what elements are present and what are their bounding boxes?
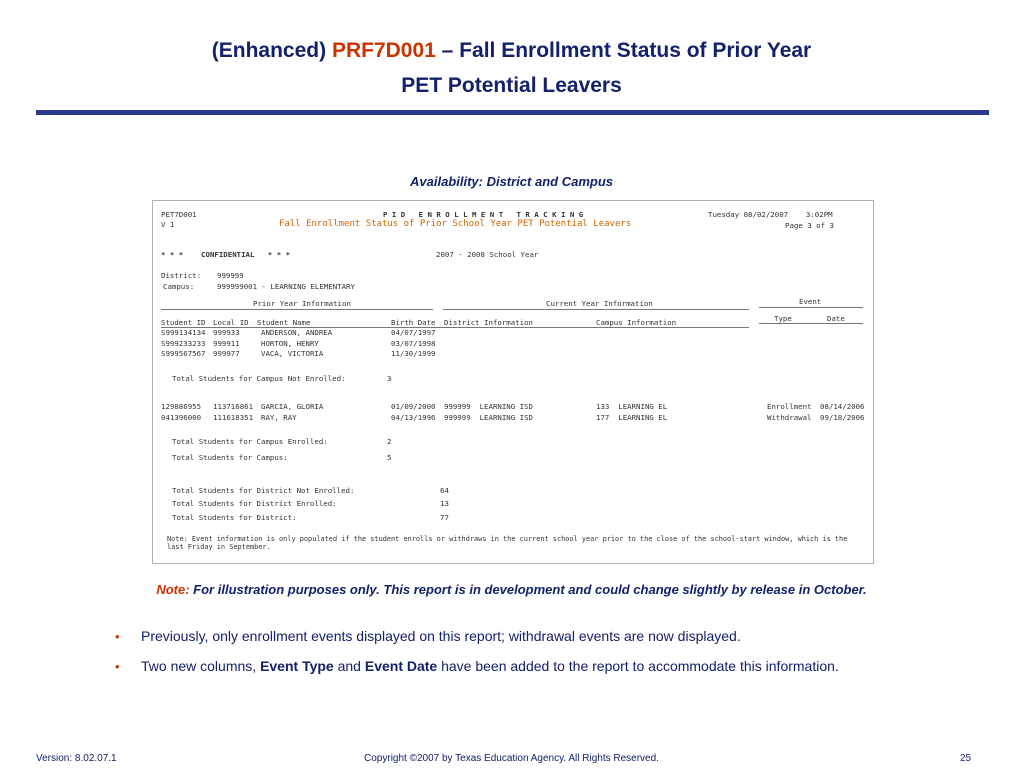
row5-event-type: Withdrawal	[767, 413, 812, 422]
bullet-item	[115, 654, 875, 679]
row5-district: 999999 LEARNING ISD	[444, 413, 533, 422]
row1-name: ANDERSON, ANDREA	[261, 328, 333, 337]
slide-title-line2: PET Potential Leavers	[401, 74, 622, 97]
illustration-note	[0, 582, 1023, 597]
col-birth-date: Birth Date	[391, 318, 436, 327]
report-version: V 1	[161, 220, 175, 229]
total-district-not-enrolled-value: 64	[440, 486, 449, 495]
total-district-enrolled-value: 13	[440, 499, 449, 508]
total-campus-value: 5	[387, 453, 392, 462]
footer-page-number: 25	[960, 753, 972, 764]
row5-event-date: 09/18/2006	[820, 413, 865, 422]
bullet-list	[115, 624, 875, 684]
title-divider	[36, 110, 989, 115]
total-campus-enrolled-value: 2	[387, 437, 392, 446]
row4-local-id: 113716861	[213, 402, 254, 411]
total-campus-not-enrolled-label: Total Students for Campus Not Enrolled:	[172, 374, 346, 383]
school-year: 2007 - 2008 School Year	[436, 250, 539, 259]
total-district-enrolled-label: Total Students for District Enrolled:	[172, 499, 337, 508]
campus-label: Campus:	[163, 282, 195, 291]
footer-copyright: Copyright ©2007 by Texas Education Agency. All Rights Reserved.	[364, 753, 659, 764]
col-student-id: Student ID	[161, 318, 206, 327]
bullet-item	[115, 624, 875, 649]
bullet-2-mid: and	[333, 658, 365, 674]
availability-label: Availability: District and Campus	[410, 174, 613, 189]
col-campus-info: Campus Information	[596, 318, 677, 327]
report-sample	[152, 200, 874, 564]
bullet-2-event-type: Event Type	[260, 658, 334, 674]
row4-student-id: 129886955	[161, 402, 202, 411]
row4-event-type: Enrollment	[767, 402, 812, 411]
col-district-info: District Information	[444, 318, 533, 327]
report-note-line1: Note: Event information is only populated if the student enrolls or withdraws in the current school year prior to the close of the school-start window, which is the	[167, 535, 848, 543]
row3-name: VACA, VICTORIA	[261, 349, 324, 358]
note-text: For illustration purposes only. This report is in development and could change slightly by release in October.	[189, 582, 867, 597]
bullet-2-post: have been added to the report to accommodate this information.	[437, 658, 839, 674]
row5-campus: 177 LEARNING EL	[596, 413, 668, 422]
row2-name: HORTON, HENRY	[261, 339, 319, 348]
bullet-2-pre: Two new columns,	[141, 658, 261, 674]
event-header-underline	[759, 323, 863, 324]
section-event: Event	[799, 297, 822, 306]
row2-birth: 03/07/1998	[391, 339, 436, 348]
row4-event-date: 08/14/2006	[820, 402, 865, 411]
row4-birth: 01/09/2000	[391, 402, 436, 411]
col-student-name: Student Name	[257, 318, 311, 327]
title-report-code: PRF7D001	[331, 39, 436, 62]
row5-local-id: 111618351	[213, 413, 254, 422]
row2-student-id: S999233233	[161, 339, 206, 348]
row3-student-id: S999567567	[161, 349, 206, 358]
report-date-time: Tuesday 08/02/2007 3:02PM	[708, 210, 833, 219]
total-district-label: Total Students for District:	[172, 513, 297, 522]
row4-name: GARCIA, GLORIA	[261, 402, 324, 411]
col-event-date: Date	[827, 314, 845, 323]
report-system-title: P I D E N R O L L M E N T T R A C K I N G	[383, 210, 584, 219]
event-underline	[759, 307, 863, 308]
district-value: 999999	[217, 271, 244, 280]
section-prior-year: Prior Year Information	[253, 299, 351, 308]
report-page: Page 3 of 3	[785, 221, 834, 230]
header-underline	[161, 327, 749, 328]
row4-district: 999999 LEARNING ISD	[444, 402, 533, 411]
total-campus-label: Total Students for Campus:	[172, 453, 288, 462]
col-local-id: Local ID	[213, 318, 249, 327]
total-campus-enrolled-label: Total Students for Campus Enrolled:	[172, 437, 328, 446]
slide-title	[0, 34, 1023, 67]
confidential-label: * * * CONFIDENTIAL * * *	[161, 250, 291, 259]
bullet-1-text: Previously, only enrollment events displayed on this report; withdrawal events are now displayed.	[141, 628, 741, 644]
row5-name: RAY, RAY	[261, 413, 297, 422]
row2-local-id: 999911	[213, 339, 240, 348]
section-current-year: Current Year Information	[546, 299, 653, 308]
row4-campus: 133 LEARNING EL	[596, 402, 668, 411]
prior-year-underline	[161, 309, 433, 310]
campus-value: 999999001 - LEARNING ELEMENTARY	[217, 282, 355, 291]
district-label: District:	[161, 271, 202, 280]
report-note-line2: last Friday in September.	[167, 543, 271, 551]
title-rest: – Fall Enrollment Status of Prior Year	[435, 39, 812, 62]
row1-local-id: 999933	[213, 328, 240, 337]
row3-birth: 11/30/1999	[391, 349, 436, 358]
total-district-value: 77	[440, 513, 449, 522]
row5-birth: 04/13/1996	[391, 413, 436, 422]
row1-student-id: S999134134	[161, 328, 206, 337]
total-district-not-enrolled-label: Total Students for District Not Enrolled:	[172, 486, 355, 495]
row1-birth: 04/07/1997	[391, 328, 436, 337]
row3-local-id: 999977	[213, 349, 240, 358]
row5-student-id: 041396000	[161, 413, 202, 422]
note-label: Note:	[156, 582, 190, 597]
title-prefix: (Enhanced)	[211, 39, 332, 62]
report-id: PET7D001	[161, 210, 197, 219]
report-subtitle: Fall Enrollment Status of Prior School Year PET Potential Leavers	[279, 219, 632, 229]
col-event-type: Type	[774, 314, 792, 323]
footer-version: Version: 8.02.07.1	[36, 753, 117, 764]
current-year-underline	[443, 309, 749, 310]
bullet-2-event-date: Event Date	[364, 658, 438, 674]
total-campus-not-enrolled-value: 3	[387, 374, 392, 383]
